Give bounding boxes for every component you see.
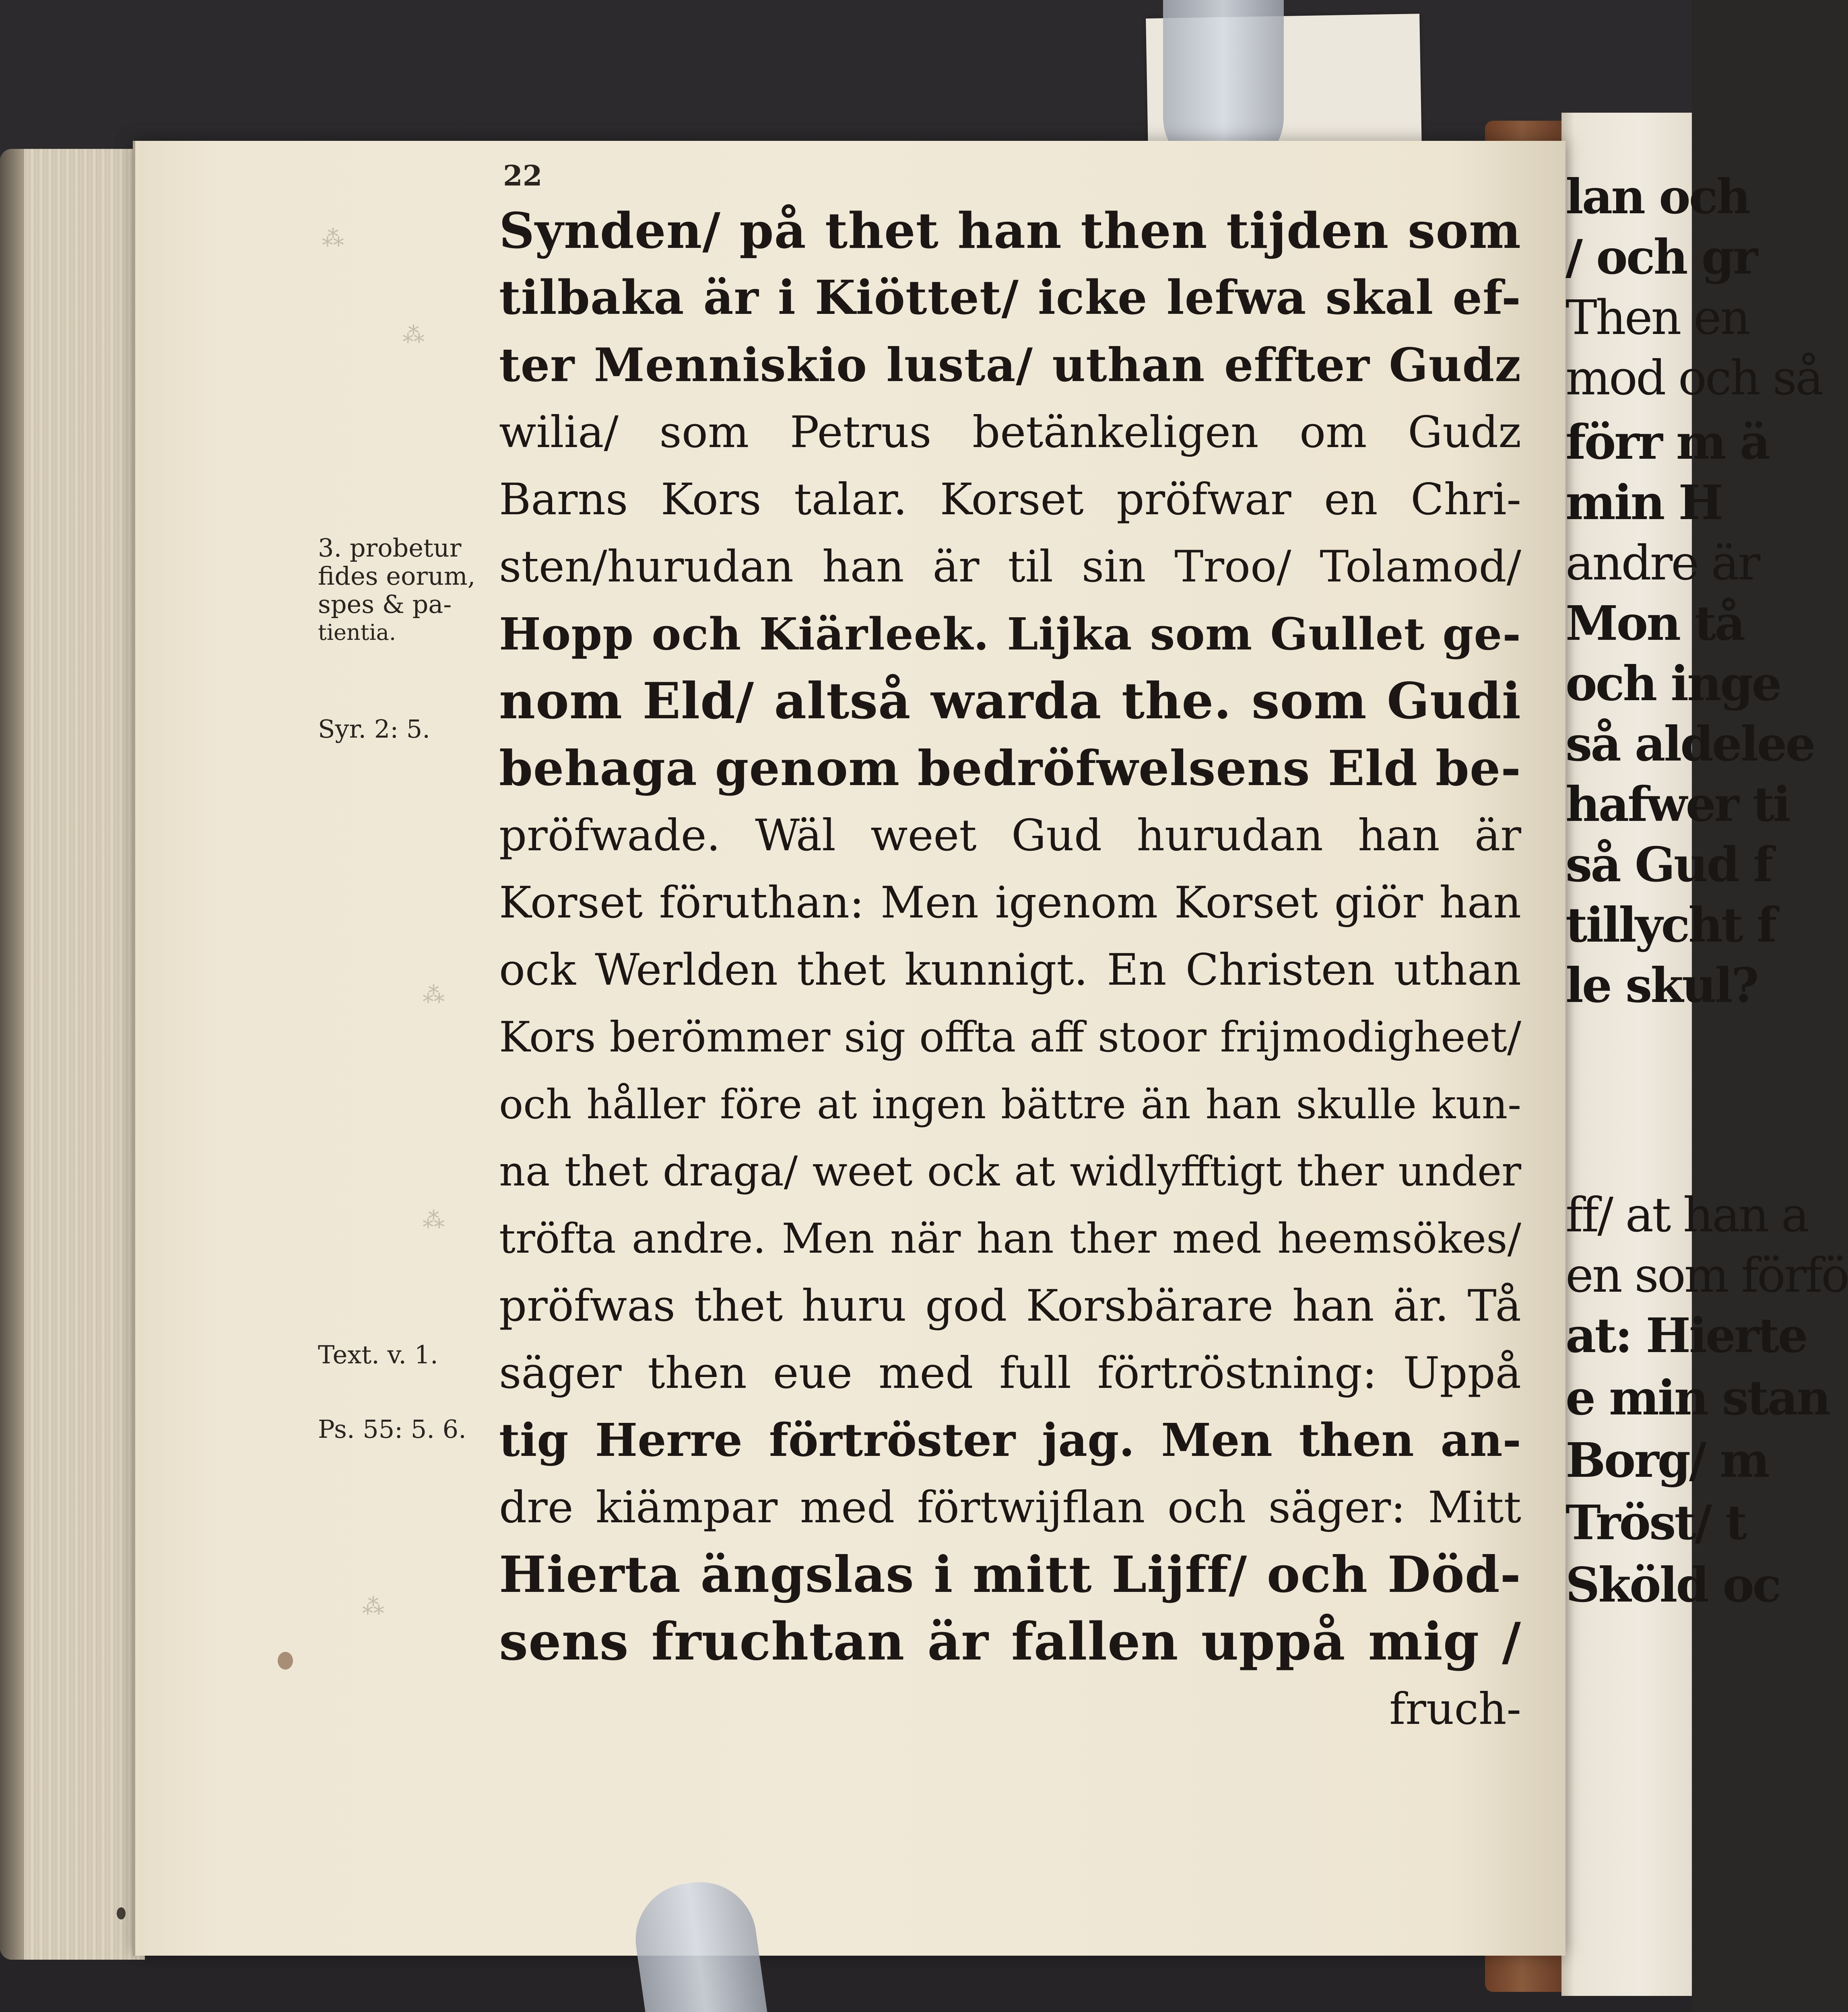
margin-note-text-ref: Text. v. 1. [318,1340,438,1369]
facing-line: / och gr [1565,229,1757,285]
text-line: na thet draga/ weet ock at widlyfftigt ther under [499,1148,1521,1196]
page-stack-shadow [0,149,24,1960]
text-line: säger then eue med full förtröstning: Uppå [499,1348,1521,1398]
margin-note-line: tientia. [318,620,396,645]
facing-line: ff/ at han a [1565,1187,1808,1243]
text-line: Synden/ på thet han then tijden som [499,202,1521,260]
margin-note-line: spes & pa- [318,590,452,619]
facing-line: tillycht f [1565,897,1776,953]
text-line: ock Werlden thet kunnigt. En Christen uthan [499,945,1521,995]
margin-note-psalm: Ps. 55: 5. 6. [318,1414,466,1444]
text-line: wilia/ som Petrus betänkeligen om Gudz [499,407,1521,458]
text-line: sens fruchtan är fallen uppå mig / [499,1612,1521,1672]
bleed-through-mark: ⁂ [423,1207,445,1233]
text-line: nom Eld/ altså warda the. som Gudi [499,672,1521,730]
facing-line: andre är [1565,535,1759,591]
text-line: dre kiämpar med förtwijflan och säger: Mitt [499,1482,1521,1533]
facing-line: Tröst/ t [1565,1495,1746,1550]
facing-line: le skul? [1565,957,1757,1013]
text-line: Kors berömmer sig offta aff stoor frijmodigheet/ [499,1012,1521,1062]
text-line: Hierta ängslas i mitt Lijff/ och Död- [499,1546,1521,1604]
page-gutter [133,141,135,1956]
facing-line: min H [1565,474,1722,530]
facing-line: Then en [1565,290,1749,345]
facing-line: så Gud f [1565,837,1772,893]
text-line: och håller före at ingen bättre än han skulle kun- [499,1081,1521,1128]
margin-note-scripture: Syr. 2: 5. [318,714,430,744]
margin-note-line: 3. probetur [318,533,462,563]
text-line: behaga genom bedröfwelsens Eld be- [499,740,1521,797]
facing-line: hafwer ti [1565,776,1790,832]
bleed-through-mark: ⁂ [322,225,344,251]
page-number: 22 [503,159,542,192]
bleed-through-mark: ⁂ [423,982,445,1008]
bleed-through-mark: ⁂ [362,1594,384,1619]
text-line: Korset föruthan: Men igenom Korset giör han [499,878,1521,928]
ink-stain [117,1907,126,1919]
facing-line: lan och [1565,169,1749,225]
facing-line: mod och så [1565,350,1822,406]
catchword: fruch- [1389,1684,1521,1734]
text-line: sten/hurudan han är til sin Troo/ Tolamod/ [499,542,1521,592]
text-line: Barns Kors talar. Korset pröfwar en Chri- [499,474,1521,525]
facing-line: Sköld oc [1565,1557,1780,1613]
text-line: tilbaka är i Kiöttet/ icke lefwa skal ef- [499,270,1521,325]
text-line: tig Herre förtröster jag. Men then an- [499,1414,1521,1467]
text-line: pröfwas thet huru god Korsbärare han är. Tå [499,1281,1521,1331]
ink-stain [278,1652,293,1670]
bleed-through-mark: ⁂ [402,322,425,348]
facing-line: e min stan [1565,1370,1829,1426]
facing-line: Mon tå [1565,595,1744,651]
facing-page [1561,113,1848,1996]
text-line: tröfta andre. Men när han ther med heemsökes/ [499,1215,1521,1263]
facing-line: Borg/ m [1565,1432,1769,1488]
facing-line: en som förfö [1565,1247,1848,1303]
body-text [499,197,1521,1743]
facing-line: och inge [1565,656,1780,711]
facing-line: så aldelee [1565,716,1814,772]
text-line: ter Menniskio lusta/ uthan effter Gudz [499,338,1521,392]
text-line: Hopp och Kiärleek. Lijka som Gullet ge- [499,608,1521,660]
text-line: pröfwade. Wäl weet Gud hurudan han är [499,810,1521,861]
facing-line: at: Hierte [1565,1307,1807,1363]
facing-line: förr m ä [1565,414,1769,470]
margin-note-line: fides eorum, [318,561,476,591]
